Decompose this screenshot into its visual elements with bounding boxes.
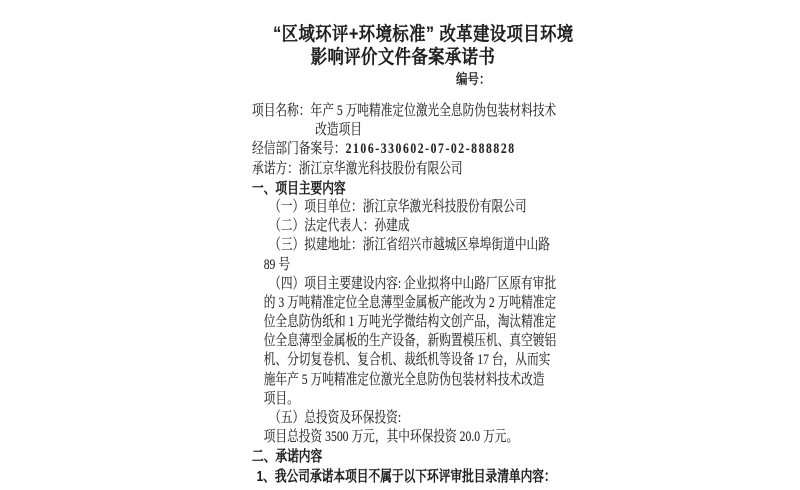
section1-item5-detail: 项目总投资 3500 万元，其中环保投资 20.0 万元。	[263, 429, 519, 446]
record-no-value: 2106-330602-07-02-888828	[345, 141, 516, 158]
document-title-line1: “区域环评+环境标准” 改革建设项目环境	[273, 24, 574, 45]
section1-item3-line2: 89 号	[263, 256, 291, 273]
section1-item4-line: 项目。	[263, 390, 299, 407]
section1-item4-line: 施年产 5 万吨精准定位激光全息防伪包装材料技术改造	[263, 371, 545, 388]
section1-item4-line: 机、分切复卷机、复合机、裁纸机等设备 17 台，从而实	[263, 352, 551, 369]
document-content-column	[252, 0, 574, 486]
promisor-value: 浙江京华激光科技股份有限公司	[298, 160, 463, 177]
section1-item3-line1: （三）拟建地址：浙江省绍兴市越城区皋埠街道中山路	[269, 237, 550, 254]
section1-item4-line: （四）项目主要建设内容: 企业拟将中山路厂区原有审批	[269, 275, 557, 292]
section1-heading: 一、项目主要内容	[252, 179, 346, 197]
section2-item1: 1、我公司承诺本项目不属于以下环评审批目录清单内容：	[256, 467, 556, 485]
section1-item1: （一）项目单位：浙江京华激光科技股份有限公司	[269, 198, 527, 215]
field-record-no	[252, 140, 556, 159]
project-name-value-line1: 年产 5 万吨精准定位激光全息防伪包装材料技术	[310, 103, 557, 119]
document-title	[273, 23, 574, 69]
section1-item4-line: 位全息薄型金属板的生产设备，新购置模压机、真空镀铝	[263, 333, 557, 350]
field-promisor	[252, 160, 556, 179]
section1-item2: （二）法定代表人：孙建成	[269, 218, 410, 235]
document-body	[252, 102, 556, 486]
promisor-label: 承诺方：	[252, 160, 299, 177]
section1-item4-line: 的 3 万吨精准定位全息薄型金属板产能改为 2 万吨精准定	[263, 294, 557, 311]
document-title-line2: 影响评价文件备案承诺书	[310, 47, 496, 68]
number-label: 编号：	[456, 73, 491, 88]
section2-heading: 二、承诺内容	[252, 448, 323, 466]
document-number-line	[252, 73, 554, 89]
section1-item5-heading: （五）总投资及环保投资:	[269, 410, 402, 426]
section1-item4-line: 位全息防伪纸和 1 万吨光学微结构文创产品，淘汰精准定	[263, 314, 557, 331]
field-project-name	[252, 102, 556, 121]
record-no-label: 经信部门备案号：	[252, 141, 346, 158]
project-name-label: 项目名称：	[252, 103, 311, 119]
project-name-value-line2: 改造项目	[315, 122, 362, 139]
